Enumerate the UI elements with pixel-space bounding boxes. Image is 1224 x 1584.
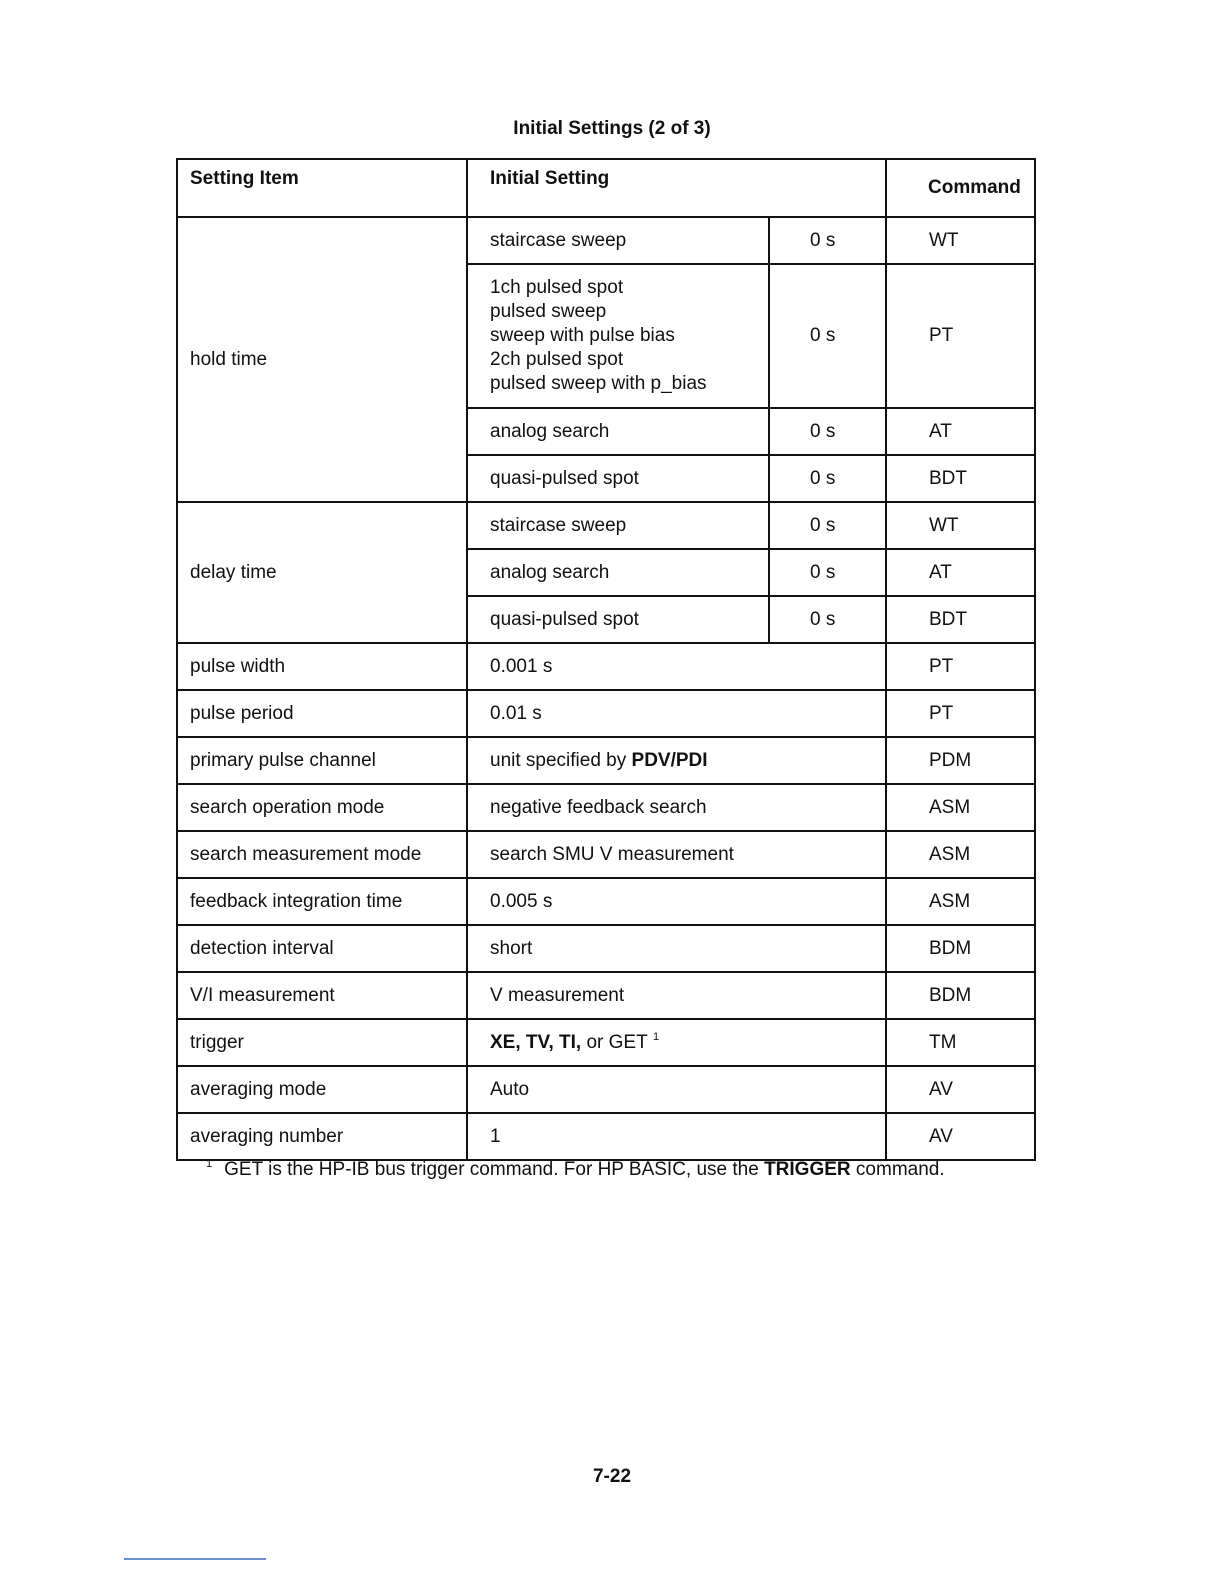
hold-time-label: hold time	[177, 217, 467, 502]
footnote-text: GET is the HP-IB bus trigger command. For HP BASIC, use the	[224, 1159, 765, 1180]
setting-cell: staircase sweep	[467, 502, 769, 549]
item-cell: search measurement mode	[177, 831, 467, 878]
table-row	[177, 831, 1035, 878]
setting-cell: 1	[467, 1113, 886, 1160]
setting-line: 2ch pulsed spot	[490, 349, 624, 370]
command-cell: AV	[886, 1113, 1035, 1160]
table-row	[177, 878, 1035, 925]
setting-cell: short	[467, 925, 886, 972]
setting-line: 1ch pulsed spot	[490, 277, 624, 298]
table-row	[177, 690, 1035, 737]
command-cell: AT	[886, 408, 1035, 455]
item-cell: pulse width	[177, 643, 467, 690]
header-initial-setting: Initial Setting	[467, 159, 886, 217]
setting-cell	[467, 737, 886, 784]
setting-cell: negative feedback search	[467, 784, 886, 831]
table-row	[177, 1019, 1035, 1066]
setting-cell: quasi-pulsed spot	[467, 455, 769, 502]
setting-cell: analog search	[467, 549, 769, 596]
command-cell: PT	[886, 643, 1035, 690]
item-cell: primary pulse channel	[177, 737, 467, 784]
setting-line: pulsed sweep	[490, 301, 607, 322]
item-cell: trigger	[177, 1019, 467, 1066]
setting-cell: 0.001 s	[467, 643, 886, 690]
table-row	[177, 1113, 1035, 1160]
setting-text: unit specified by	[490, 749, 632, 771]
table-row	[177, 643, 1035, 690]
command-cell: AV	[886, 1066, 1035, 1113]
setting-line: sweep with pulse bias	[490, 325, 675, 346]
item-cell: V/I measurement	[177, 972, 467, 1019]
setting-cell: 0.01 s	[467, 690, 886, 737]
command-cell: TM	[886, 1019, 1035, 1066]
value-cell: 0 s	[769, 549, 886, 596]
item-cell: search operation mode	[177, 784, 467, 831]
item-cell: feedback integration time	[177, 878, 467, 925]
command-cell: BDT	[886, 596, 1035, 643]
table-row	[177, 502, 1035, 549]
value-cell: 0 s	[769, 217, 886, 264]
setting-cell: quasi-pulsed spot	[467, 596, 769, 643]
delay-time-label: delay time	[177, 502, 467, 643]
command-cell: PT	[886, 690, 1035, 737]
footnote	[206, 1158, 945, 1181]
setting-cell: search SMU V measurement	[467, 831, 886, 878]
page-number: 7-22	[592, 1466, 632, 1487]
setting-text: or GET	[581, 1032, 648, 1053]
setting-cell	[467, 1019, 886, 1066]
setting-bold-text: XE, TV, TI,	[490, 1032, 582, 1053]
table-row	[177, 217, 1035, 264]
table-row	[177, 925, 1035, 972]
item-cell: averaging number	[177, 1113, 467, 1160]
setting-cell: 0.005 s	[467, 878, 886, 925]
table-title: Initial Settings (2 of 3)	[513, 118, 711, 139]
setting-cell: Auto	[467, 1066, 886, 1113]
command-cell: WT	[886, 217, 1035, 264]
value-cell: 0 s	[769, 408, 886, 455]
footnote-mark: 1	[206, 1158, 213, 1170]
setting-bold-text: PDV/PDI	[631, 749, 708, 771]
setting-cell: V measurement	[467, 972, 886, 1019]
value-cell: 0 s	[769, 455, 886, 502]
item-cell: pulse period	[177, 690, 467, 737]
value-cell: 0 s	[769, 596, 886, 643]
setting-cell: staircase sweep	[467, 217, 769, 264]
footnote-ref: 1	[652, 1031, 660, 1043]
value-cell: 0 s	[769, 502, 886, 549]
item-cell: averaging mode	[177, 1066, 467, 1113]
command-cell: WT	[886, 502, 1035, 549]
command-cell: ASM	[886, 831, 1035, 878]
command-cell: PT	[886, 264, 1035, 408]
table-row	[177, 737, 1035, 784]
command-cell: ASM	[886, 878, 1035, 925]
header-setting-item: Setting Item	[177, 159, 467, 217]
table-row	[177, 784, 1035, 831]
command-cell: AT	[886, 549, 1035, 596]
command-cell: BDM	[886, 925, 1035, 972]
setting-cell: analog search	[467, 408, 769, 455]
footnote-end: command.	[850, 1159, 945, 1180]
value-cell: 0 s	[769, 264, 886, 408]
setting-line: pulsed sweep with p_bias	[490, 373, 707, 394]
command-cell: ASM	[886, 784, 1035, 831]
table-row	[177, 1066, 1035, 1113]
divider	[124, 1558, 266, 1560]
command-cell: BDM	[886, 972, 1035, 1019]
command-cell: BDT	[886, 455, 1035, 502]
table-header-row	[177, 159, 1035, 217]
footnote-bold: TRIGGER	[764, 1159, 851, 1180]
initial-settings-table	[176, 158, 1036, 1161]
header-command: Command	[886, 159, 1035, 217]
item-cell: detection interval	[177, 925, 467, 972]
setting-cell	[467, 264, 769, 408]
command-cell: PDM	[886, 737, 1035, 784]
table-row	[177, 972, 1035, 1019]
